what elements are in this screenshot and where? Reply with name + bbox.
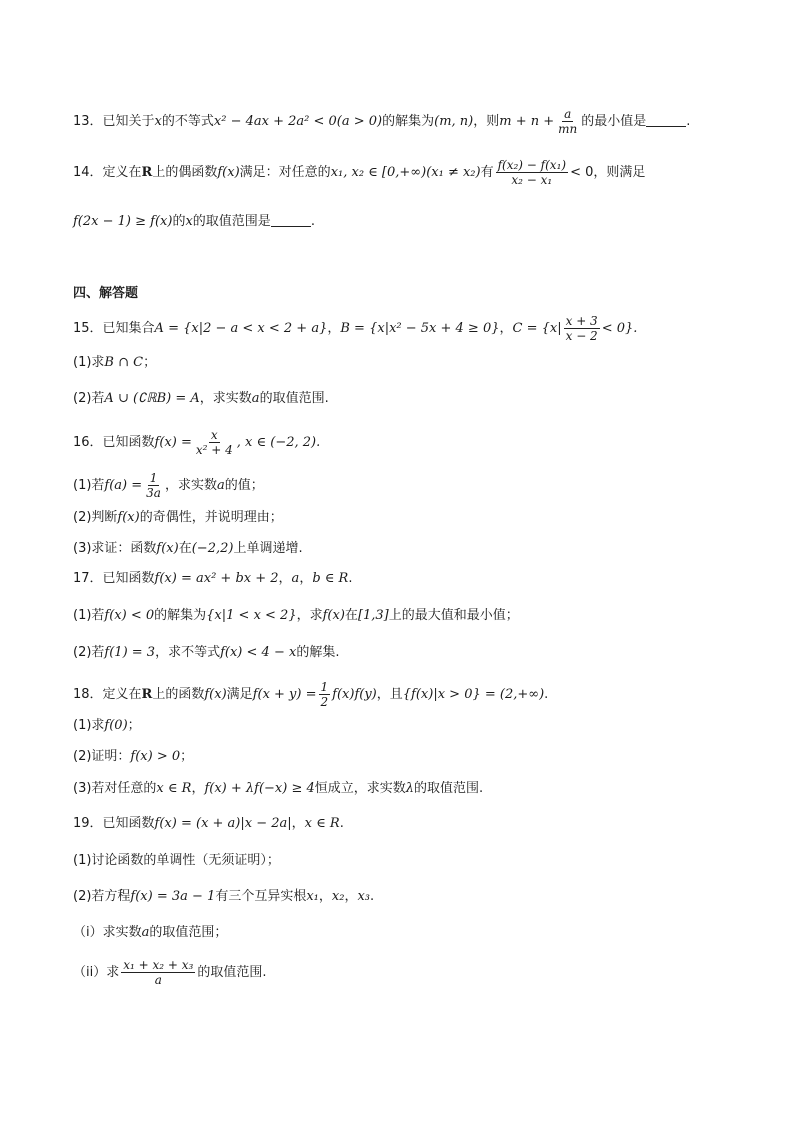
fraction: $\frac{x + 3}{x - 2}$ [565,314,598,343]
question-19-part-2: (2)若方程f(x) = 3a − 1有三个互异实根x₁，x₂，x₃. [73,889,375,904]
math: f(2x − 1) ≥ f(x) [73,214,173,229]
question-14-cont: f(2x − 1) ≥ f(x)的x的取值范围是 . [73,214,315,229]
question-18-part-1: (1)求f(0)； [73,718,141,733]
question-19: 19．已知函数f(x) = (x + a)|x − 2a|，x ∈ R. [73,816,344,831]
text: 的最小值是 [581,114,647,129]
question-19-sub-i: （i）求实数a的取值范围； [73,925,228,940]
question-16-part-3: (3)求证：函数f(x)在(−2,2)上单调递增. [73,541,303,556]
question-19-part-1: (1)讨论函数的单调性（无须证明）； [73,853,280,868]
question-18-part-2: (2)证明：f(x) > 0； [73,749,194,764]
question-14 [73,158,645,187]
text: 13．已知关于 [73,114,155,129]
question-16-part-1: (1)若f(a) = $\frac{1}{3a}$ ，求实数a的值； [73,471,264,500]
text: 的不等式 [161,114,214,129]
answer-blank [271,212,311,227]
fraction: $\frac{\text{f(x₂) − f(x₁)}}{\text{x₂ − x₁}}$ [497,158,567,187]
question-18: 18．定义在R上的函数f(x)满足f(x + y) = $\frac{1}{2}$ f(x)f(y)，且{f(x)|x > 0} = (2,+∞). [73,680,549,709]
question-15: 15．已知集合A = {x|2 − a < x < 2 + a}，B = {x|x² − 5x + 4 ≥ 0}，C = {x| $\frac{x + 3}{x - 2}$ < 0}. [73,314,638,343]
question-18-part-3: (3)若对任意的x ∈ R，f(x) + λf(−x) ≥ 4恒成立，求实数λ的取值范围. [73,781,484,796]
math: x² − 4ax + 2a² < 0(a > 0) [213,114,383,129]
math: m + n + [499,114,555,129]
question-17-part-2: (2)若f(1) = 3，求不等式f(x) < 4 − x的解集. [73,645,340,660]
fraction: $\frac{\text{x₁ + x₂ + x₃}}{a}$ [123,958,194,987]
section-heading: 四、解答题 [73,286,139,301]
fraction: $\frac{x}{\text{x² + 4}}$ [195,428,233,457]
math: (m, n) [434,114,474,129]
math: R [141,165,153,180]
text: 14．定义在 [73,165,142,180]
text: 的解集为 [382,114,435,129]
fraction: $\frac{1}{2}$ [320,680,329,709]
question-16: 16．已知函数f(x) = $\frac{x}{\text{x² + 4}}$ , x ∈ (−2, 2). [73,428,321,457]
text: 满足：对任意的 [239,165,331,180]
text: 上的偶函数 [152,165,218,180]
question-13: 13．已知关于x的不等式x² − 4ax + 2a² < 0(a > 0)的解集为(m, n)，则m + n + $\frac{a}{mn}$ 的最小值是 . [73,107,691,136]
math: x₁, x₂ ∈ [0,+∞)(x₁ ≠ x₂) [330,165,481,180]
question-17-part-1: (1)若f(x) < 0的解集为{x|1 < x < 2}，求f(x)在[1,3]上的最大值和最小值； [73,608,519,623]
question-17: 17．已知函数f(x) = ax² + bx + 2，a，b ∈ R. [73,571,353,586]
text: < 0，则满足 [570,165,646,180]
math: f(x) [217,165,240,180]
answer-blank [646,112,686,127]
text: ，则 [473,114,500,129]
fraction: $\frac{1}{3a}$ [146,471,161,500]
question-19-sub-ii: （ii）求 $\frac{\text{x₁ + x₂ + x₃}}{a}$ 的取值范围. [73,958,267,987]
text: 有 [480,165,494,180]
question-16-part-2: (2)判断f(x)的奇偶性，并说明理由； [73,510,283,525]
math: x [154,114,162,129]
fraction: $\frac{a}{mn}$ [558,107,578,136]
question-15-part-2: (2)若A ∪ (∁ℝB) = A，求实数a的取值范围. [73,391,329,406]
question-15-part-1: (1)求B ∩ C； [73,355,157,370]
